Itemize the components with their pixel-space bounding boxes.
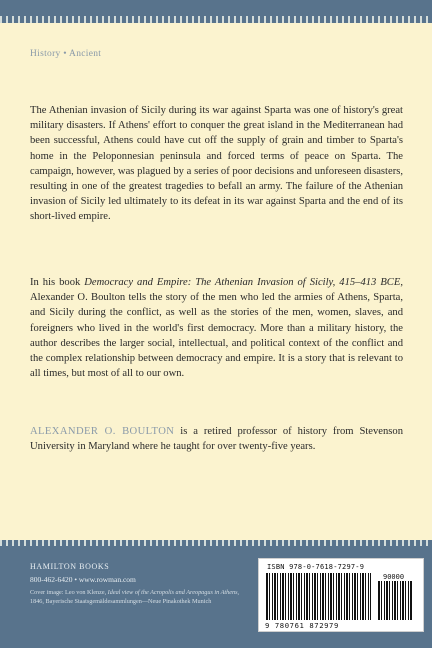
barcode-bar — [285, 573, 286, 620]
barcode-bar — [392, 581, 393, 620]
barcode-bar — [272, 573, 273, 620]
barcode-bar — [322, 573, 324, 620]
barcode-bar — [389, 581, 390, 620]
barcode-bar — [384, 581, 385, 620]
barcode-bar — [266, 573, 268, 620]
price-barcode — [377, 581, 415, 620]
barcode-bar — [320, 573, 321, 620]
barcode-bar — [397, 581, 398, 620]
barcode-bar — [298, 573, 300, 620]
paragraph-2-rest: , Alexander O. Boulton tells the story of the men who led the armies of Athens, Sparta, and Sicily during the conflict, as well as the stories of the men, women, slaves, and foreigners who lived in the world's first democracy. More than a military history, the author describes the larger social, intellectual, and political context of the conflict and the complex relationship between democracy and empire. It is a story that is relevant to all times, but most of all to our own. — [30, 277, 403, 380]
barcode-bar — [400, 581, 401, 620]
barcode-bar — [328, 573, 329, 620]
book-title: Democracy and Empire: The Athenian Invasion of Sicily, 415–413 BCE — [84, 277, 401, 288]
barcode-bar — [341, 573, 342, 620]
description-paragraph-1: The Athenian invasion of Sicily during its war against Sparta was one of history's great military disasters. If Athens' effort to conquer the great island in the Mediterranean had been successful, Athens could have cut off the supply of grain and timber to Sparta's home in the Peloponnesian peninsula and forced terms of peace on Sparta. The campaign, however, was plagued by a series of poor decisions and unforeseen disasters, resulting in one of the greatest tragedies to befall an army. The failure of the Athenian invasion of Sicily led ultimately to its defeat in its war against Sparta and the end of its short-lived empire. — [30, 105, 403, 223]
barcode-digits: 9 780761 872979 — [265, 621, 339, 630]
top-ornamental-border — [0, 16, 432, 23]
barcode-bar — [309, 573, 310, 620]
barcode-bar — [280, 573, 281, 620]
barcode-bar — [370, 573, 371, 620]
publisher-name: HAMILTON BOOKS — [30, 562, 110, 571]
barcode-bar — [306, 573, 308, 620]
barcode-bar — [408, 581, 409, 620]
barcode-bar — [381, 581, 382, 620]
barcode-bar — [378, 581, 380, 620]
barcode-bar — [405, 581, 406, 620]
barcode-bar — [312, 573, 313, 620]
barcode-bar — [301, 573, 302, 620]
barcode-bar — [344, 573, 345, 620]
barcode-bar — [365, 573, 366, 620]
barcode-bar — [360, 573, 361, 620]
credit-details: , 1846, Bayerische Staatsgemäldesammlungen—Neue Pinakothek Munich — [30, 589, 240, 605]
barcode-bar — [362, 573, 364, 620]
barcode-bar — [338, 573, 340, 620]
barcode-bar — [325, 573, 326, 620]
barcode-bar — [274, 573, 276, 620]
barcode-bar — [290, 573, 292, 620]
barcode-bar — [402, 581, 404, 620]
paragraph-2-lead: In his book — [30, 277, 85, 288]
barcode-bar — [282, 573, 284, 620]
barcode-bar — [352, 573, 353, 620]
barcode-bar — [357, 573, 358, 620]
barcode-bar — [394, 581, 396, 620]
barcode-bar — [330, 573, 332, 620]
barcode-box — [258, 558, 424, 632]
barcode-bar — [288, 573, 289, 620]
author-name: ALEXANDER O. BOULTON — [30, 426, 175, 437]
barcode-bar — [410, 581, 412, 620]
barcode-bar — [336, 573, 337, 620]
author-bio — [30, 424, 403, 454]
barcode-bar — [296, 573, 297, 620]
barcode-bar — [354, 573, 356, 620]
barcode-bar — [293, 573, 294, 620]
barcode-bar — [368, 573, 369, 620]
barcode-bar — [314, 573, 316, 620]
author-bio-text: is a retired professor of history from Stevenson University in Maryland where he taught for over twenty-five years. — [30, 426, 403, 453]
isbn-text: ISBN 978-0-7618-7297-9 — [267, 563, 365, 571]
ean-barcode — [265, 573, 371, 620]
barcode-bar — [304, 573, 305, 620]
barcode-bar — [277, 573, 278, 620]
barcode-bar — [346, 573, 348, 620]
barcode-bar — [333, 573, 334, 620]
price-code: 90000 — [383, 573, 405, 581]
credit-label: Cover image: Leo von Klenze, — [30, 589, 108, 596]
cover-image-credit — [30, 589, 245, 606]
barcode-bar — [349, 573, 350, 620]
description-paragraph-2 — [30, 275, 403, 381]
credit-artwork: Ideal view of the Acropolis and Areopagus in Athens — [107, 589, 238, 596]
barcode-bar — [317, 573, 318, 620]
barcode-bar — [386, 581, 388, 620]
publisher-contact: 800-462-6420 • www.rowman.com — [30, 575, 136, 584]
barcode-bar — [269, 573, 270, 620]
top-band — [0, 0, 432, 16]
category-label: History • Ancient — [30, 49, 102, 59]
